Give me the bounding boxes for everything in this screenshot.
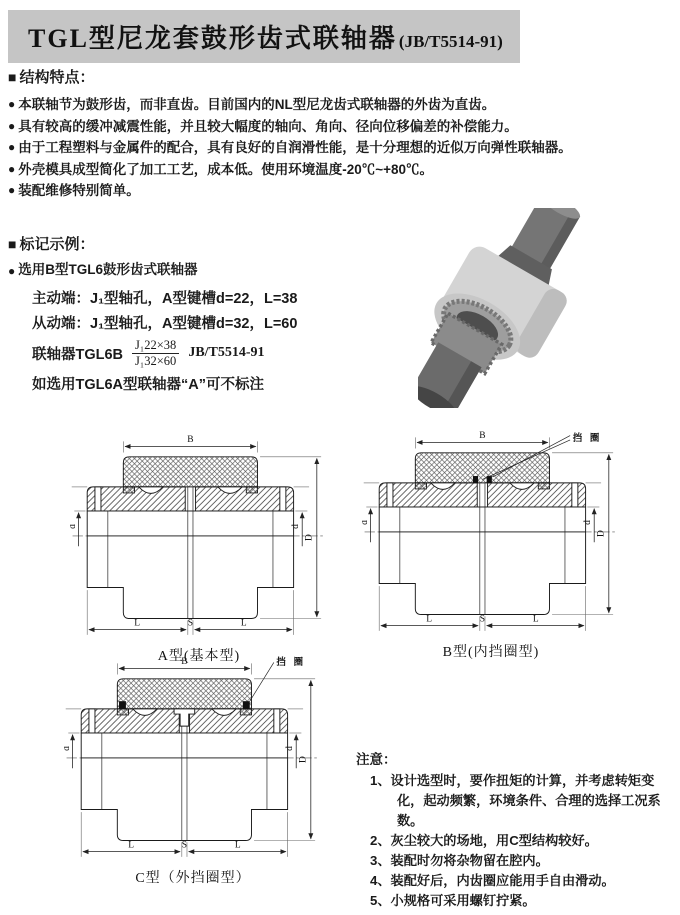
note-item: 5、小规格可采用螺钉拧紧。 — [370, 893, 536, 908]
square-marker-icon: ■ — [8, 235, 17, 252]
marking-driven-end: 从动端：J₁型轴孔，A型键槽d=32，L=60 — [32, 315, 298, 332]
figure-b-drawing — [362, 426, 620, 637]
feature-item — [8, 137, 672, 159]
fraction-numerator: J₁22×38 — [132, 338, 179, 354]
marking-heading-label: 标记示例： — [19, 236, 95, 253]
marking-intro-text: 选用B型TGL6鼓形齿式联轴器 — [18, 262, 198, 277]
marking-note: 如选用TGL6A型联轴器“A”可不标注 — [32, 376, 264, 393]
bullet-icon: ● — [8, 118, 16, 133]
designation-fraction — [132, 338, 179, 369]
note-item: 2、灰尘较大的场地，用C型结构较好。 — [370, 833, 598, 848]
bullet-icon: ● — [8, 140, 16, 154]
features-heading — [8, 66, 672, 87]
section-notes — [356, 748, 672, 911]
marking-driving-end: 主动端：J₁型轴孔，A型键槽d=22，L=38 — [32, 290, 298, 307]
bullet-icon: ● — [8, 183, 16, 197]
section-structure-features — [8, 66, 672, 202]
figure-c-caption: C型（外挡圈型） — [135, 871, 251, 886]
figure-b-caption: B型(内挡圈型) — [442, 645, 540, 660]
features-list — [8, 94, 672, 202]
ring-label: 挡 圈 — [276, 657, 306, 669]
figure-c — [64, 652, 322, 887]
product-photo — [418, 208, 588, 408]
feature-item — [8, 116, 672, 138]
designation-prefix: 联轴器TGL6B — [32, 346, 124, 363]
bullet-icon: ● — [8, 264, 16, 278]
figure-c-drawing — [64, 652, 322, 863]
square-marker-icon: ■ — [8, 68, 17, 85]
notes-heading: 注意： — [356, 752, 397, 767]
section-marking-example — [8, 233, 416, 394]
feature-item — [8, 159, 672, 181]
page-title: TGL型尼龙套鼓形齿式联轴器 — [28, 24, 397, 53]
bullet-icon: ● — [8, 97, 16, 111]
feature-text: 具有较高的缓冲减震性能，并且较大幅度的轴向、角向、径向位移偏差的补偿能力。 — [18, 118, 518, 134]
marking-intro — [8, 261, 416, 283]
feature-text: 装配维修特别简单。 — [18, 183, 140, 198]
marking-heading — [8, 233, 416, 254]
feature-text: 由于工程塑料与金属件的配合，具有良好的自润滑性能，是十分理想的近似万向弹性联轴器。 — [18, 140, 572, 155]
note-item: 3、装配时勿将杂物留在腔内。 — [370, 853, 549, 868]
figure-a-drawing — [70, 430, 328, 641]
figure-a-caption: A型(基本型) — [157, 649, 241, 664]
fraction-denominator: J₁32×60 — [135, 353, 177, 368]
figure-b — [362, 426, 620, 661]
features-heading-label: 结构特点： — [19, 69, 95, 86]
designation-standard: JB/T5514-91 — [188, 345, 265, 360]
bullet-icon: ● — [8, 161, 16, 176]
marking-designation — [32, 338, 416, 369]
figure-a — [70, 430, 328, 665]
feature-item — [8, 180, 672, 202]
ring-label: 挡 圈 — [572, 432, 602, 444]
feature-text: 本联轴节为鼓形齿，而非直齿。目前国内的NL型尼龙齿式联轴器的外齿为直齿。 — [18, 97, 496, 112]
notes-list — [370, 771, 672, 911]
note-item: 4、装配好后，内齿圈应能用手自由滑动。 — [370, 873, 615, 888]
note-item: 1、设计选型时，要作扭矩的计算，并考虑转矩变化，起动频繁，环境条件、合理的选择工况系数。 — [370, 773, 661, 828]
title-banner — [8, 10, 520, 63]
title-standard-code: (JB/T5514-91) — [398, 32, 503, 51]
feature-item — [8, 94, 672, 116]
feature-text: 外壳模具成型简化了加工工艺，成本低。使用环境温度-20℃~+80℃。 — [18, 161, 434, 177]
